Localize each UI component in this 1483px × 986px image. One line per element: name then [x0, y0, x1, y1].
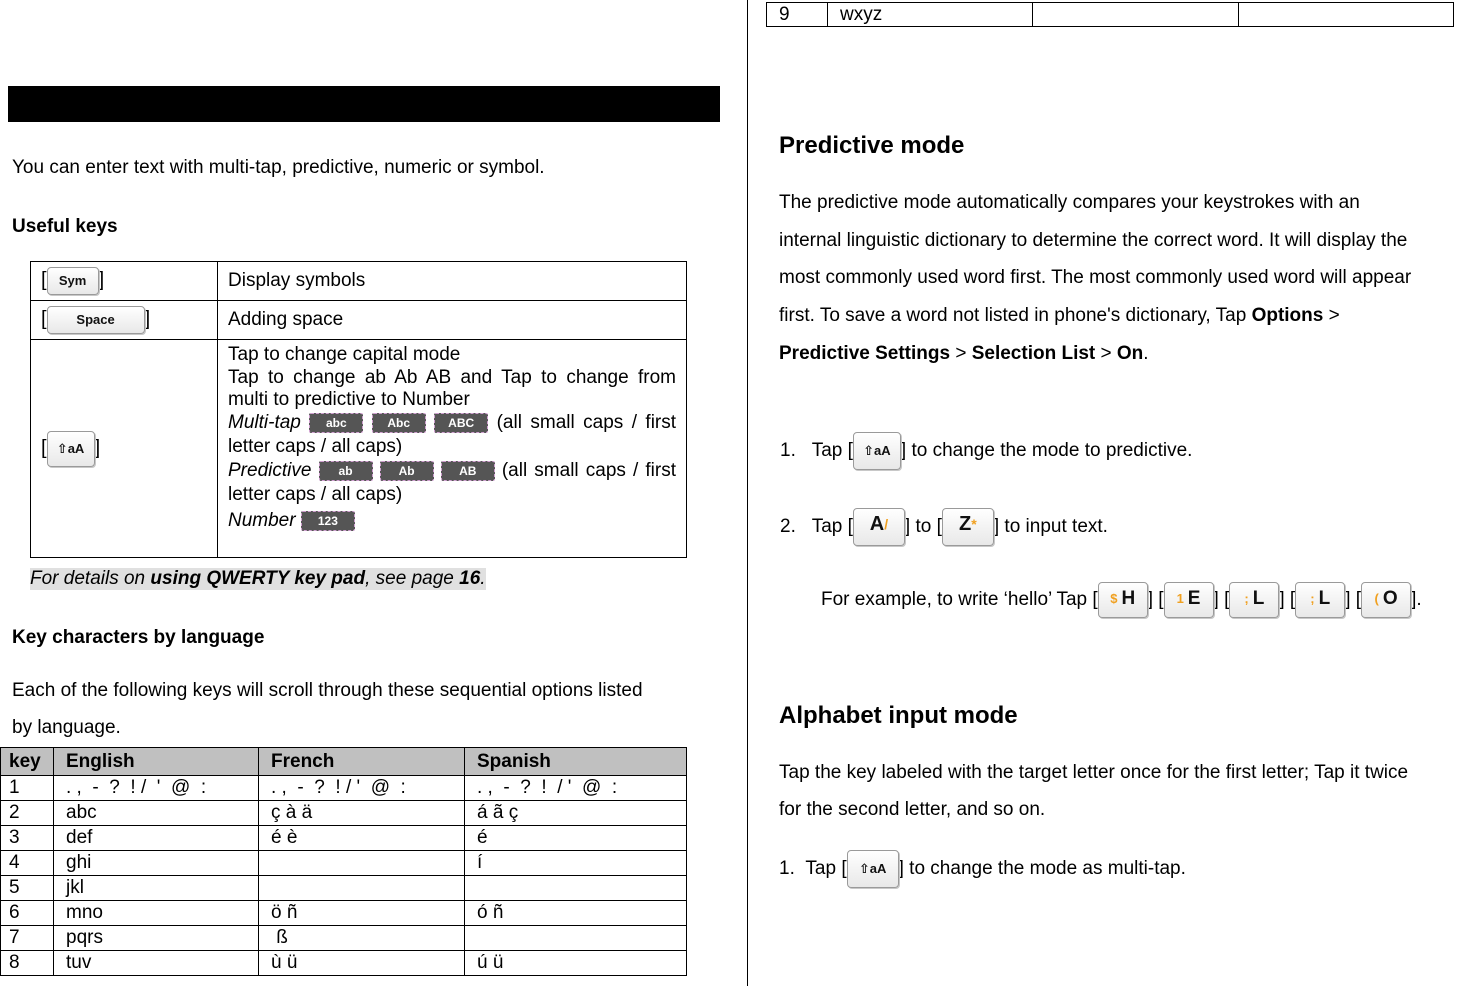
- table-row: [31, 301, 687, 340]
- header-french: French: [259, 748, 465, 776]
- language-table-continued: [766, 2, 1454, 27]
- column-divider: [747, 0, 748, 986]
- french-cell: é è: [259, 826, 465, 851]
- selection-list-label: Selection List: [971, 343, 1096, 364]
- french-cell: ß: [259, 926, 465, 951]
- shift-key-icon: ⇧aA: [47, 431, 95, 467]
- predictive-all-caps-icon: AB: [441, 461, 495, 481]
- key-cell: 2: [1, 801, 54, 826]
- predictive-settings-label: Predictive Settings: [779, 343, 951, 364]
- capital-mode-line: Tap to change capital mode: [228, 344, 461, 365]
- predictive-step-2: 2. Tap [ A/ ] to [ Z* ] to input text.: [780, 508, 1108, 546]
- spanish-cell: í: [465, 851, 687, 876]
- key-cell: 8: [1, 951, 54, 976]
- key-cell: 9: [767, 3, 828, 27]
- details-link-text: using QWERTY key pad: [150, 568, 366, 589]
- spanish-cell: [1239, 3, 1454, 27]
- french-cell: ù ü: [259, 951, 465, 976]
- alphabet-paragraph-line1: Tap the key labeled with the target letter once for the first letter; Tap it twice: [779, 762, 1409, 783]
- alphabet-paragraph-line2: for the second letter, and so on.: [779, 799, 1046, 820]
- key-cell: 6: [1, 901, 54, 926]
- predictive-small-icon: ab: [319, 461, 373, 481]
- key-chars-heading: Key characters by language: [12, 627, 265, 648]
- french-cell: [259, 851, 465, 876]
- key-cell: [ Space ]: [31, 301, 218, 340]
- english-cell: pqrs: [54, 926, 259, 951]
- table-row: [1, 876, 687, 901]
- spanish-cell: [465, 926, 687, 951]
- section-heading-bar: [8, 86, 720, 122]
- key-cell: 1: [1, 776, 54, 801]
- useful-keys-heading: Useful keys: [12, 216, 118, 237]
- table-row: [1, 826, 687, 851]
- key-cell: [ ⇧aA ]: [31, 340, 218, 558]
- table-row: [1, 776, 687, 801]
- letter-l-key-icon: ; L: [1229, 582, 1279, 618]
- english-cell: abc: [54, 801, 259, 826]
- predictive-first-caps-icon: Ab: [380, 461, 434, 481]
- table-row: [1, 801, 687, 826]
- table-row: [1, 926, 687, 951]
- english-cell: tuv: [54, 951, 259, 976]
- on-label: On: [1116, 343, 1144, 364]
- predictive-paragraph-line2: internal linguistic dictionary to determine the correct word. It will display the: [779, 230, 1408, 251]
- useful-keys-table: [30, 261, 687, 558]
- hello-example: For example, to write ‘hello’ Tap [ $ H ] [ $^1$ E ] [ ; L ] [ ; L ] [ ( O ].: [821, 582, 1422, 618]
- predictive-line: Predictive ab Ab AB (all small caps / first letter caps / all caps): [228, 460, 676, 505]
- spanish-cell: [465, 876, 687, 901]
- spanish-cell: ú ü: [465, 951, 687, 976]
- key-cell: 4: [1, 851, 54, 876]
- key-cell: 3: [1, 826, 54, 851]
- letter-h-key-icon: $ H: [1098, 582, 1148, 618]
- a-key-icon: A/: [853, 508, 905, 546]
- key-chars-intro-line2: by language.: [12, 717, 121, 738]
- abc-all-caps-mode-icon: ABC: [434, 413, 488, 433]
- header-english: English: [54, 748, 259, 776]
- english-cell: def: [54, 826, 259, 851]
- table-row: [31, 262, 687, 301]
- mode-change-line: Tap to change ab Ab AB and Tap to change from multi to predictive to Number: [228, 367, 676, 410]
- header-spanish: Spanish: [465, 748, 687, 776]
- spanish-cell: é: [465, 826, 687, 851]
- key-cell: 5: [1, 876, 54, 901]
- key-description: Adding space: [218, 301, 687, 340]
- french-cell: ö ñ: [259, 901, 465, 926]
- predictive-step-1: 1. Tap [ ⇧aA ] to change the mode to predictive.: [780, 432, 1192, 470]
- shift-key-icon: ⇧aA: [853, 432, 901, 470]
- predictive-paragraph-line3: most commonly used word first. The most commonly used word will appear: [779, 267, 1412, 288]
- predictive-paragraph-line5: Predictive Settings > Selection List > On.: [779, 343, 1149, 364]
- table-header-row: [1, 748, 687, 776]
- language-table: [0, 747, 687, 976]
- english-cell: wxyz: [828, 3, 1033, 27]
- space-key-icon: Space: [47, 306, 145, 334]
- alphabet-step-1: 1. Tap [ ⇧aA ] to change the mode as multi-tap.: [779, 850, 1186, 888]
- number-line: Number 123: [228, 509, 676, 533]
- letter-e-key-icon: $^1$ E: [1164, 582, 1214, 618]
- sym-key-icon: Sym: [47, 267, 99, 295]
- options-menu-label: Options: [1251, 305, 1324, 326]
- example-keys: $ H ] [ $^1$ E ] [ ; L ] [ ; L ] [ ( O ].: [1098, 589, 1422, 610]
- predictive-heading: Predictive mode: [779, 132, 965, 159]
- english-cell: mno: [54, 901, 259, 926]
- key-cell: [ Sym ]: [31, 262, 218, 301]
- english-cell: jkl: [54, 876, 259, 901]
- table-row: [1, 901, 687, 926]
- predictive-paragraph-line1: The predictive mode automatically compares your keystrokes with an: [779, 192, 1360, 213]
- table-row: [31, 340, 687, 558]
- letter-l-key-icon: ; L: [1295, 582, 1345, 618]
- details-page-number: 16: [459, 568, 481, 589]
- english-cell: ghi: [54, 851, 259, 876]
- key-chars-intro-line1: Each of the following keys will scroll through these sequential options listed: [12, 680, 643, 701]
- french-cell: . , - ? ! / ' @ :: [259, 776, 465, 801]
- table-row: [1, 951, 687, 976]
- spanish-cell: . , - ? ! / ' @ :: [465, 776, 687, 801]
- alphabet-heading: Alphabet input mode: [779, 702, 1018, 729]
- shift-key-icon: ⇧aA: [847, 850, 899, 888]
- table-row: [767, 3, 1454, 27]
- french-cell: [1033, 3, 1239, 27]
- english-cell: . , - ? ! / ' @ :: [54, 776, 259, 801]
- key-cell: 7: [1, 926, 54, 951]
- abc-first-caps-mode-icon: Abc: [372, 413, 426, 433]
- spanish-cell: ó ñ: [465, 901, 687, 926]
- spanish-cell: á ã ç: [465, 801, 687, 826]
- details-note: For details on using QWERTY key pad, see page 16.: [30, 568, 486, 589]
- key-description: [218, 340, 687, 558]
- multitap-line: Multi-tap abc Abc ABC (all small caps / first letter caps / all caps): [228, 412, 677, 457]
- french-cell: ç à ä: [259, 801, 465, 826]
- header-key: key: [1, 748, 54, 776]
- z-key-icon: Z*: [942, 508, 994, 546]
- letter-o-key-icon: ( O: [1361, 582, 1411, 618]
- key-description: Display symbols: [218, 262, 687, 301]
- abc-mode-icon: abc: [309, 413, 363, 433]
- intro-text: You can enter text with multi-tap, predictive, numeric or symbol.: [12, 157, 545, 178]
- number-mode-icon: 123: [301, 511, 355, 531]
- french-cell: [259, 876, 465, 901]
- table-row: [1, 851, 687, 876]
- predictive-paragraph-line4: first. To save a word not listed in phone's dictionary, Tap Options >: [779, 305, 1340, 326]
